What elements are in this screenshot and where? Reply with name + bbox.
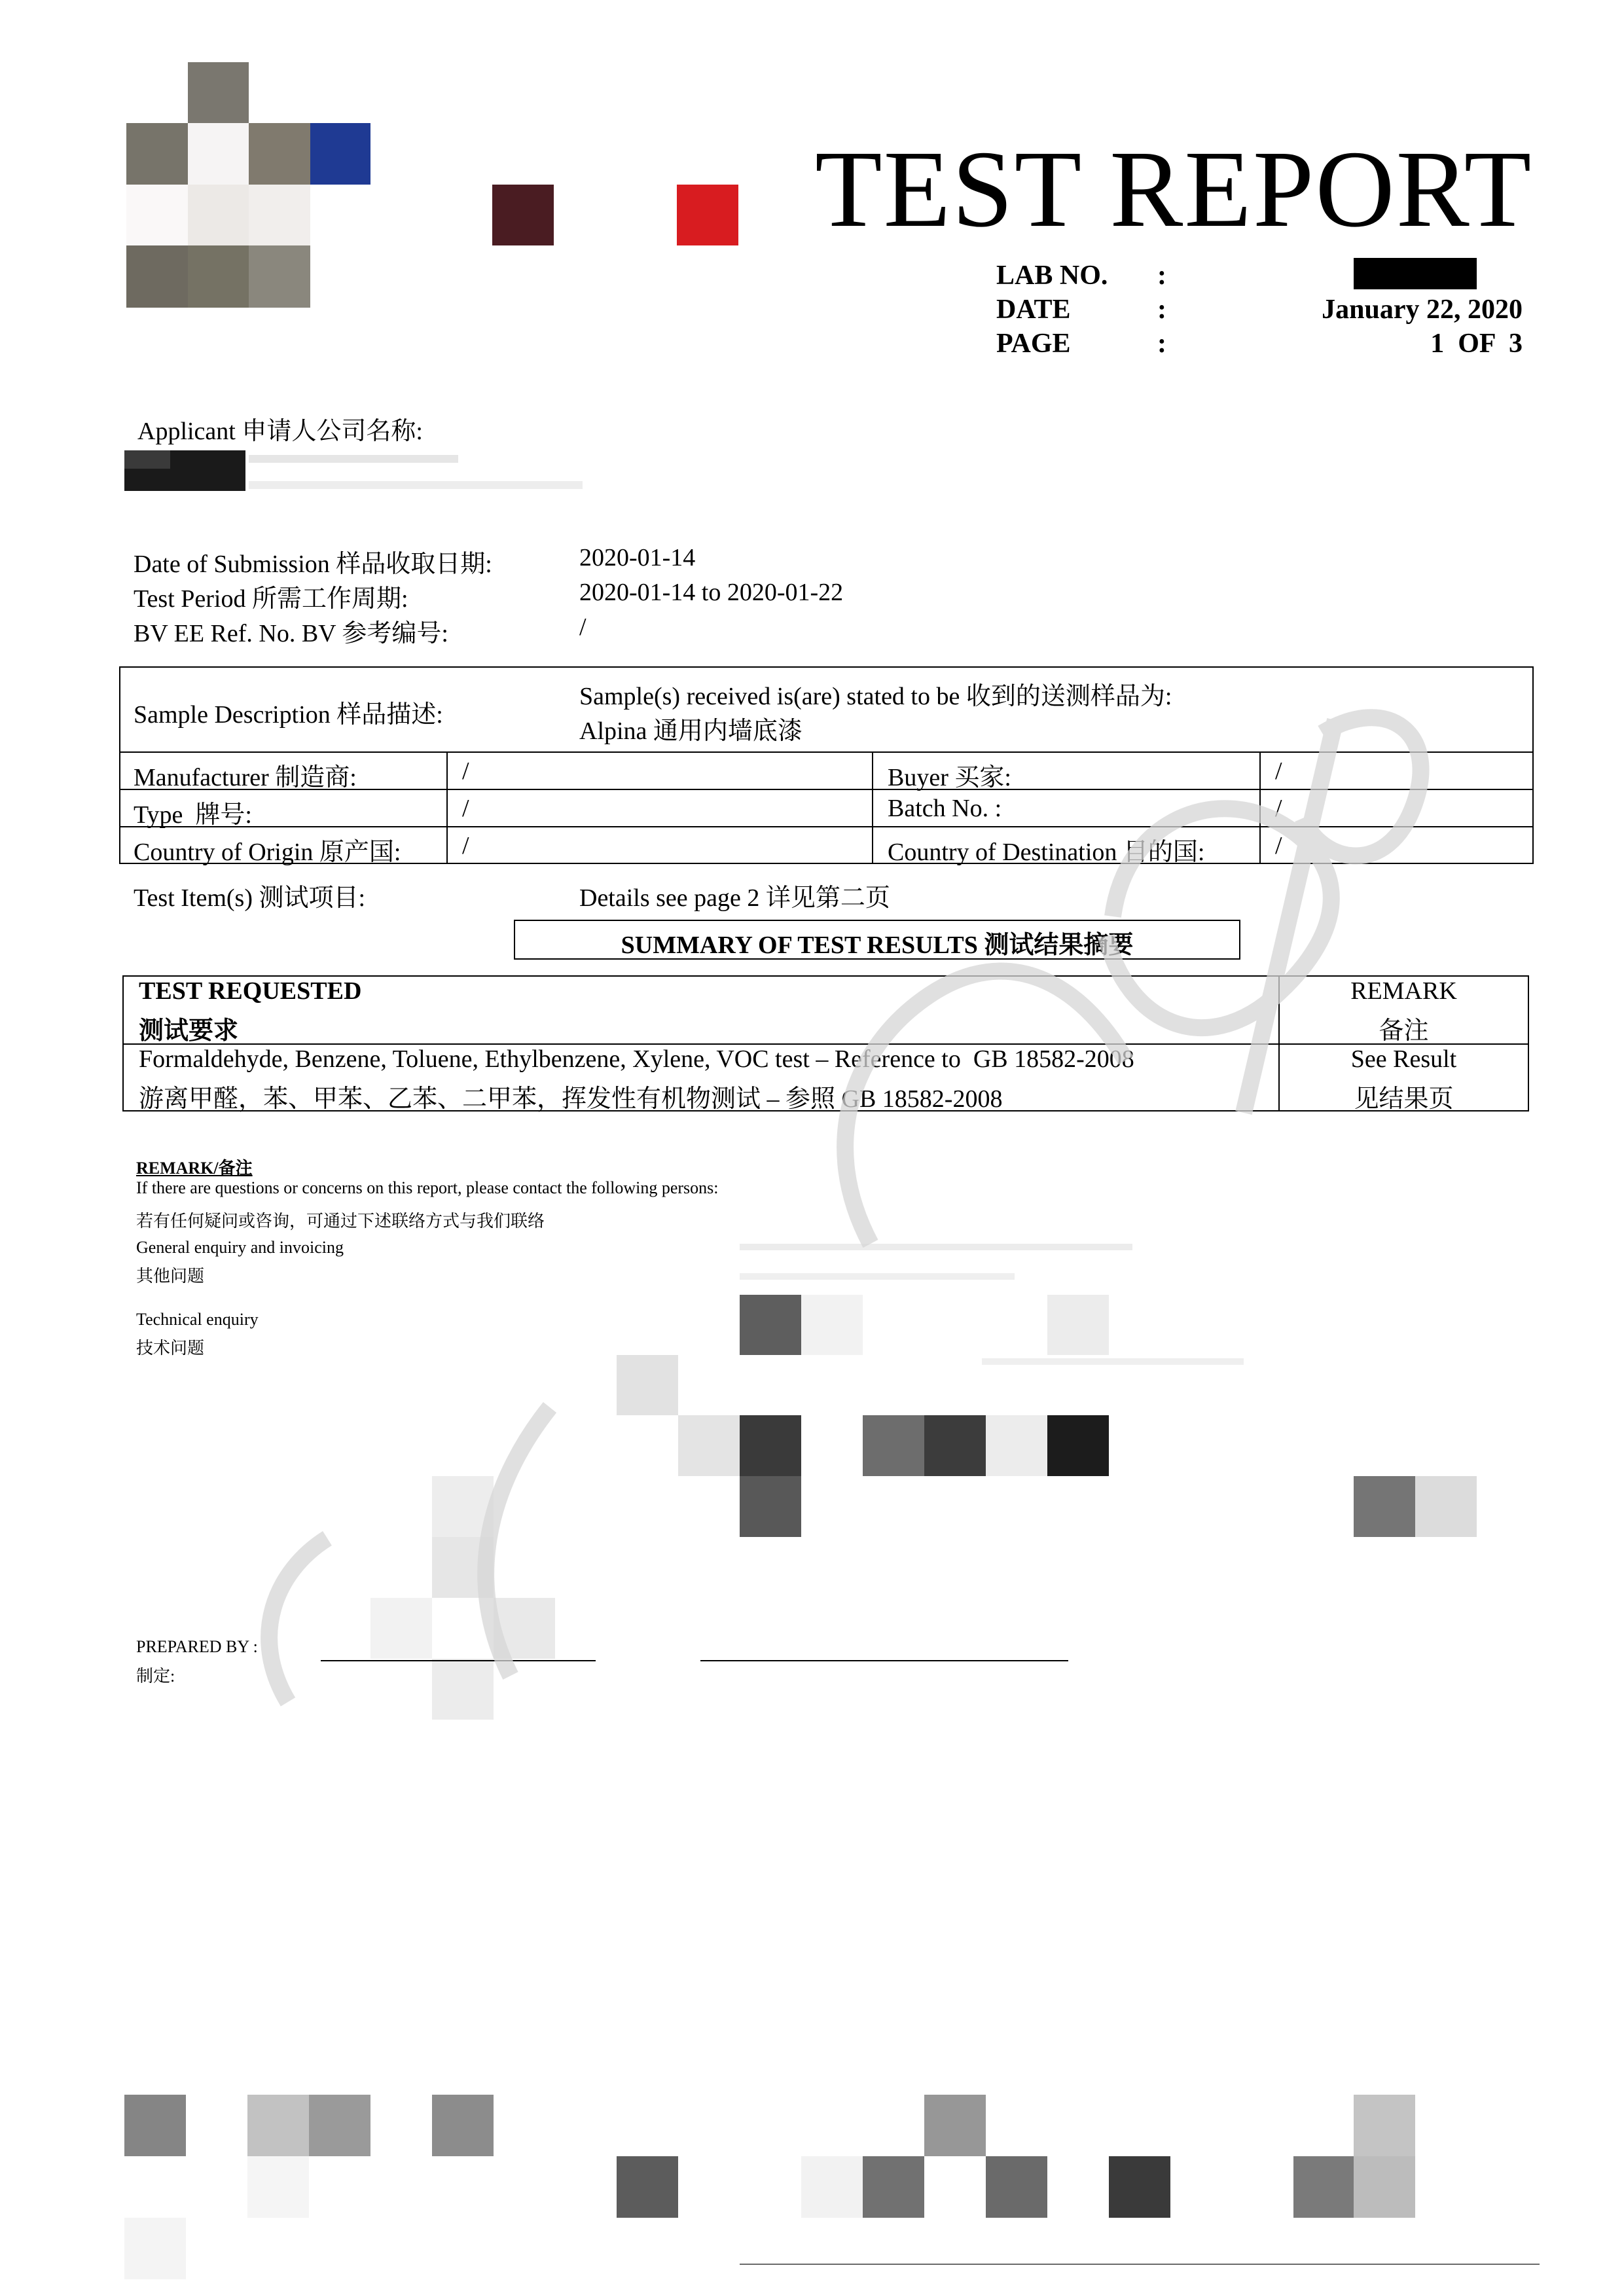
col-test-requested-cn: 测试要求 — [139, 1017, 239, 1045]
test-row-cn: 游离甲醛，苯、甲苯、乙苯、二甲苯，挥发性有机物测试 – 参照 GB 18582-2008 — [139, 1085, 1003, 1113]
lab-no-colon: : — [1157, 261, 1166, 291]
remark-line2: 若有任何疑问或咨询，可通过下述联络方式与我们联络 — [136, 1212, 545, 1231]
technical-enquiry-en: Technical enquiry — [136, 1310, 259, 1329]
period-label: Test Period 所需工作周期: — [134, 585, 408, 613]
submission-value: 2020-01-14 — [579, 544, 696, 571]
signature-line-left — [321, 1660, 596, 1661]
remark-line1: If there are questions or concerns on this report, please contact the following persons: — [136, 1178, 719, 1197]
page-label: PAGE — [996, 329, 1071, 359]
batch-value: / — [1275, 795, 1282, 822]
ref-value: / — [579, 613, 586, 641]
destination-label: Country of Destination 目的国: — [888, 839, 1205, 866]
destination-value: / — [1275, 832, 1282, 859]
redacted-lab-number — [1354, 258, 1477, 289]
sample-desc-line1: Sample(s) received is(are) stated to be 收到的送测样品为: — [579, 683, 1172, 710]
test-row-en: Formaldehyde, Benzene, Toluene, Ethylbenzene, Xylene, VOC test – Reference to GB 18582-2008 — [139, 1045, 1134, 1073]
period-value: 2020-01-14 to 2020-01-22 — [579, 579, 844, 606]
buyer-label: Buyer 买家: — [888, 764, 1011, 791]
col-remark-cn: 备注 — [1379, 1017, 1429, 1045]
col-remark-en: REMARK — [1350, 977, 1457, 1005]
summary-title: SUMMARY OF TEST RESULTS 测试结果摘要 — [621, 931, 1134, 959]
report-date: January 22, 2020 — [1322, 295, 1523, 325]
page-colon: : — [1157, 329, 1166, 359]
test-items-value: Details see page 2 详见第二页 — [579, 884, 890, 912]
submission-label: Date of Submission 样品收取日期: — [134, 551, 492, 578]
signature-line-right — [700, 1660, 1068, 1661]
sample-desc-label: Sample Description 样品描述: — [134, 701, 443, 729]
manufacturer-label: Manufacturer 制造商: — [134, 764, 357, 791]
test-row-remark-cn: 见结果页 — [1354, 1085, 1454, 1113]
origin-label: Country of Origin 原产国: — [134, 839, 401, 866]
batch-label: Batch No. : — [888, 795, 1002, 822]
type-label: Type 牌号: — [134, 801, 252, 829]
col-test-requested-en: TEST REQUESTED — [139, 977, 362, 1005]
type-value: / — [462, 795, 469, 822]
lab-no-label: LAB NO. — [996, 261, 1108, 291]
buyer-value: / — [1275, 757, 1282, 785]
general-enquiry-en: General enquiry and invoicing — [136, 1238, 344, 1257]
applicant-label: Applicant 申请人公司名称: — [137, 418, 423, 445]
general-enquiry-cn: 其他问题 — [136, 1267, 205, 1286]
sample-desc-line2: Alpina 通用内墙底漆 — [579, 717, 803, 745]
ref-label: BV EE Ref. No. BV 参考编号: — [134, 620, 448, 647]
test-row-remark-en: See Result — [1350, 1045, 1457, 1073]
test-items-label: Test Item(s) 测试项目: — [134, 884, 366, 912]
prepared-by-label: PREPARED BY : — [136, 1637, 258, 1656]
report-title: TEST REPORT — [815, 128, 1533, 250]
origin-value: / — [462, 832, 469, 859]
manufacturer-value: / — [462, 757, 469, 785]
technical-enquiry-cn: 技术问题 — [136, 1339, 205, 1358]
date-colon: : — [1157, 295, 1166, 325]
page-number: 1 OF 3 — [1430, 329, 1523, 359]
date-label: DATE — [996, 295, 1071, 325]
prepared-by-label-cn: 制定: — [136, 1667, 175, 1686]
remark-heading: REMARK/备注 — [136, 1159, 253, 1178]
